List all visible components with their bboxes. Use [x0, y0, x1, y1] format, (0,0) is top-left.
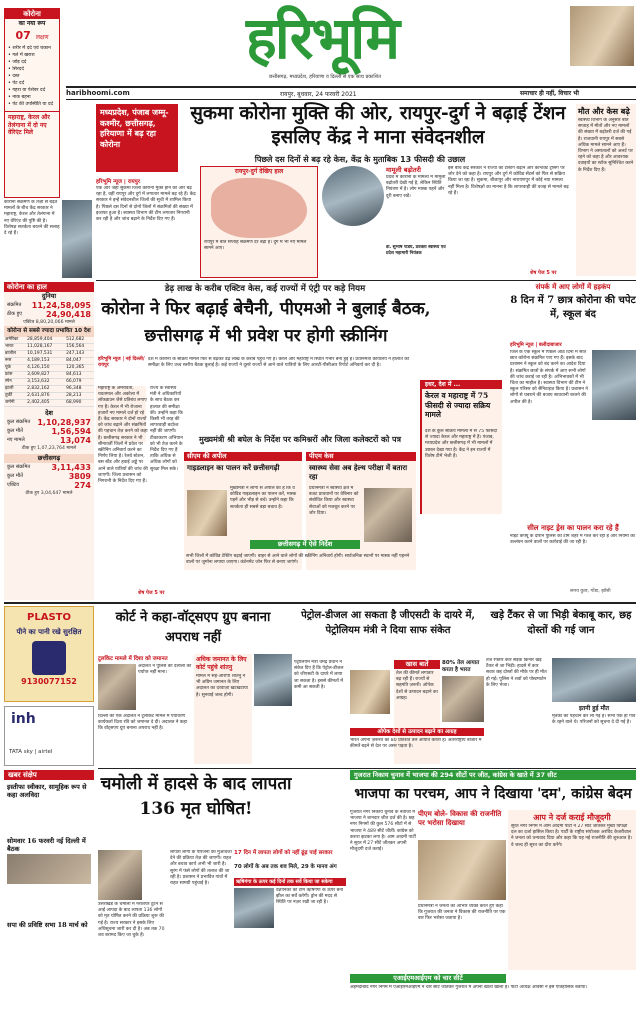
country-cell: 84,047 [65, 358, 94, 365]
second-body-3: राज्य के स्वास्थ्य मंत्री ने अधिकारियों के साथ बैठक कर हालात की समीक्षा की। उन्होंने कहा कि किसी भी तरह की लापरवाही बर्दाश्त नहीं की जाएगी। टीकाकरण अभियान को भी तेज़ करने के निर्देश दिए गए हैं ताकि अधिक से अधिक लोगों को सुरक्षा मिल सके। [150, 386, 183, 472]
lead-subhead: पिछले दस दिनों से बढ़ रहे केस, केंद्र के मुताबिक 13 फीसदी की उछाल [254, 155, 466, 164]
court-sidebar: अधिक जमानत के लिए कोर्ट पहुंचे शांतनु मामले में सह-आरोपी शांतनु ने भी अग्रिम जमानत के लिए अदालत का दरवाज़ा खटखटाया है। सुनवाई जल्द होगी। [194, 654, 252, 764]
stat-value: 3,11,433 [51, 463, 91, 472]
symptom-item: • सिरदर्द [8, 67, 24, 72]
quote-box: मामूली बढ़ोतरी प्रदेश में कोरोना के मामलों में मामूली बढ़ोतरी देखी गई है, लेकिन स्थिति नियंत्रण में है। लोग मास्क पहनें और दूरी बनाए रखें। डॉ. सुभाष पांडेय, प्रवक्ता स्वास्थ्य एवं प्रदेश महामारी नियंत्रक [386, 166, 446, 278]
plasto-tag: पीने का पानी रखे सुरक्षित [16, 628, 82, 636]
chamoli-strip: ऋषिगंगा के ऊपर कई दिनों तक सर्वे किया जा सकेगा [234, 878, 346, 886]
country-row [4, 386, 94, 393]
petrol-sub: 80% तेल आयात करता है भारत [442, 660, 480, 673]
symptom-item: • शरीर में दर्द एवं थकान [8, 46, 51, 51]
truck-photo [552, 658, 636, 702]
khabar-item-headline: इस्तीफा स्वीकार, सामूहिक रूप से कहा अलविदा [7, 783, 87, 799]
country-row [4, 351, 94, 358]
country-cell: तुर्की [4, 393, 26, 400]
truck-list: मृतकों की पहचान कर ली गई है। सभी एक ही गांव के रहने वाले थे। परिजनों को सूचना दे दी गई है। [552, 714, 636, 726]
cm-col1-headline: गाइडलाइन का पालन करें छत्तीसगढ़ी [187, 463, 280, 472]
country-cell: 28,213 [65, 393, 94, 400]
country-row [4, 372, 94, 379]
stat-value: 3809 [68, 472, 91, 481]
stat-value: 24,90,418 [45, 310, 91, 319]
country-cell: 3,153,632 [26, 379, 65, 386]
country-cell: 247,143 [65, 351, 94, 358]
second-body-2: महाराष्ट्र के अमरावती, यवतमाल और अकोला में लॉकडाउन जैसे प्रतिबंध लगाए गए हैं। केरल में भी रोजाना हजारों नए मामले दर्ज हो रहे हैं। केंद्र सरकार ने दोनों राज्यों को जांच बढ़ाने और संक्रमितों की पहचान तेज़ करने को कहा है। छत्तीसगढ़ सरकार ने भी सीमावर्ती जिलों में प्रवेश पर स्क्रीनिंग अनिवार्य करने का निर्णय लिया है। रेलवे स्टेशन, बस स्टैंड और हवाई अड्डे पर आने वाले यात्रियों की जांच की जाएगी। जिला प्रशासन को निगरानी के निर्देश दिए गए हैं। [98, 386, 148, 485]
second-headline: कोरोना ने फिर बढ़ाई बेचैनी, पीएमओ ने बुलाई बैठक, छत्तीसगढ़ में भी प्रवेश पर होगी स्क्रीनिंग [101, 299, 431, 346]
cm-col2: पीएम केस स्वास्थ्य सेवा अब हेल्थ परीक्षा में बतारा रहा प्रधानमंत्री ने स्वास्थ्य क्षेत्र में बजट प्रावधानों पर वेबिनार को संबोधित किया और स्वास्थ्य सेवाओं को मजबूत करने पर जोर दिया। [306, 452, 416, 570]
stat-value: 13,074 [60, 436, 91, 445]
country-table-title: कोरोना से सबसे ज्यादा प्रभावित 10 देश [4, 326, 94, 337]
country-cell: 68,990 [65, 400, 94, 407]
symptom-item: • पेट की उपस्थिति या दर्द [8, 102, 54, 107]
country-cell: रूस [4, 358, 26, 365]
gujarat-body-2: प्रधानमंत्री ने जनता का आभार व्यक्त करते हुए कहा कि गुजरात की जनता ने विकास की राजनीति पर एक बार फिर भरोसा जताया है। [418, 904, 506, 922]
court-sidebar-photo [254, 654, 292, 706]
country-cell: 10,197,531 [26, 351, 65, 358]
plasto-phone[interactable]: 9130077152 [21, 677, 77, 686]
chamoli-photo [98, 850, 142, 900]
gujarat-body-1: गुजरात नगर निकाय चुनाव के नतीजों में भाजपा ने शानदार जीत दर्ज की है। छह नगर निगमों की कुल 576 सीटों में से भाजपा ने 489 सीटें जीतीं। कांग्रेस को करारा झटका लगा है। आम आदमी पार्टी ने सूरत में 27 सीटें जीतकर अपनी मौजूदगी दर्ज कराई। [350, 810, 416, 853]
corona-count: 07 [15, 29, 31, 42]
quote-title: मामूली बढ़ोतरी [386, 166, 421, 174]
chamoli-headline: चमोली में हादसे के बाद लापता 136 मृत घोषित! [100, 774, 292, 819]
stat-row [4, 301, 94, 310]
chamoli-body-3: वैज्ञानिकों की टीम ऋषिगंगा के ऊपर बनी झील का सर्वे करेगी। ड्रोन की मदद से स्थिति पर नज़र रखी जा रही है। [276, 888, 343, 906]
country-cell: 4,126,150 [26, 365, 65, 372]
second-byline: हरिभूमि न्यूज | नई दिल्ली/रायपुर [98, 357, 145, 368]
right-bottom-body: नाइट कर्फ्यू के दौरान पुलिस की टीमें शहर में गश्त कर रही हैं और नियमों का उल्लंघन करने वालों पर कार्रवाई की जा रही है। [510, 534, 635, 546]
stat-label: कुल संक्रमित [7, 464, 31, 470]
country-active: ठीक हुए 1,07,23,764 मामले [21, 446, 77, 451]
country-title: देश [45, 409, 53, 417]
inh-ad[interactable] [4, 706, 94, 766]
petrol-headline: पेट्रोल-डीजल आ सकता है जीएसटी के दायरे में, पेट्रोलियम मंत्री ने दिया साफ संकेत [301, 610, 475, 636]
lead2-photo [592, 350, 636, 420]
stat-label: संक्रमित [7, 302, 22, 308]
stat-value: 11,24,58,095 [31, 301, 91, 310]
lead2-body: जिले के एक स्कूल में पिछले आठ दिनों में सात छात्र कोरोना संक्रमित पाए गए हैं। इसके बाद प्रशासन ने स्कूल को बंद करने का आदेश दिया है। संक्रमित छात्रों के संपर्क में आए सभी लोगों की जांच कराई जा रही है। अभिभावकों में भी चिंता का माहौल है। स्वास्थ्य विभाग की टीम ने स्कूल परिसर को सैनिटाइज़ किया है। प्रशासन ने लोगों से घबराने की बजाय सावधानी बरतने की अपील की है। [510, 350, 588, 405]
masthead-rule [66, 86, 636, 88]
khabar-item-body [4, 800, 94, 834]
kerala-box: इधर, देश में ... केरल व महाराष्ट्र में 75 फीसदी से ज्यादा सक्रिय मामले देश के कुल सक्रिय मामलों में से 75 फीसदी से ज्यादा केरल और महाराष्ट्र में हैं। पंजाब, मध्यप्रदेश और छत्तीसगढ़ में भी मामलों में उछाल देखा गया है। केंद्र ने इन राज्यों में विशेष टीमें भेजी हैं। [420, 380, 502, 514]
world-active: एक्टिव 8,80,20,066 मामले [23, 320, 75, 325]
symptom-item: • जोड़ दर्द [8, 60, 27, 65]
country-row [4, 358, 94, 365]
petrol-kicker: खास बातें [394, 660, 440, 669]
country-cell: 156,564 [65, 344, 94, 351]
stat-label: एक्टिव [7, 482, 20, 488]
petrol-photo [442, 676, 484, 722]
chamoli-photo-2 [234, 888, 274, 928]
country-cell: फ्रांस [4, 372, 26, 379]
truck-photo-caption: इतनी हुई मौत [578, 705, 610, 712]
country-cell: 2,402,405 [26, 400, 65, 407]
stat-row [4, 427, 94, 436]
court-headline: कोर्ट ने कहा-वॉट्सएप ग्रुप बनाना अपराध नहीं [115, 610, 271, 645]
second-story-rule [96, 280, 636, 281]
country-row [4, 337, 94, 344]
gujarat-aap-title: आप ने दर्ज कराई मौजूदगी [533, 812, 611, 822]
corona-box-subtitle: का नया रूप [18, 20, 46, 27]
corona-status [4, 282, 94, 600]
court-body: दिल्ली की एक अदालत ने टूलकिट मामले में पर्यावरण कार्यकर्ता दिशा रवि को जमानत दे दी। अदालत ने कहा कि वॉट्सएप ग्रुप बनाना अपराध नहीं है। [98, 714, 188, 732]
symptom-item: • गहरा या पेशेवर दर्द [8, 88, 46, 93]
left-teaser-headline: महाराष्ट्र, केरल और तेलंगाना में दो नए वेरिएंट मिले [5, 111, 59, 145]
country-cell: ब्राजील [4, 351, 26, 358]
stat-row [4, 472, 94, 481]
khabar-title: खबर संक्षेप [4, 770, 94, 780]
truck-body: तेज रफ्तार कार सड़क किनारे खड़े टैंकर से जा भिड़ी। हादसे में कार सवार छह दोस्तों की मौके पर ही मौत हो गई। पुलिस ने शवों को पोस्टमार्टम के लिए भेजा। [486, 658, 547, 688]
lead2-kicker: संपर्क में आए लोगों में हड़कंप [535, 283, 611, 291]
cg-instructions-strip: छत्तीसगढ़ में ऐसे निर्देश [250, 540, 360, 549]
khabar-item-headline: सपा की प्रविष्टि सभा 18 मार्च को [7, 921, 88, 929]
symptom-item: • दस्त [8, 74, 20, 79]
truck-headline: खड़े टैंकर से जा भिड़ी बेकाबू कार, छह दोस्तों की गई जान [490, 610, 632, 636]
inh-logo: inh [11, 711, 36, 727]
cm-col1: सीएम की अपील गाइडलाइन का पालन करें छत्तीसगढ़ी मुख्यमंत्री ने लोगों से अपील की है कि वे कोविड गाइडलाइन का पालन करें, मास्क पहनें और भीड़ से बचें। उन्होंने कहा कि सतर्कता ही सबसे बड़ा बचाव है। [184, 452, 302, 570]
symptom-item: • गले में खराश [8, 53, 35, 58]
cm-box-headline: मुख्यमंत्री श्री बघेल के निर्देश पर कमिश्नरों और जिला कलेक्टरों को पत्र [198, 434, 402, 444]
masthead-logo: हरिभूमि [245, 4, 399, 72]
country-row [4, 344, 94, 351]
petrol-body-2: भारत अपनी ज़रूरत का 80 प्रतिशत तेल आयात करता है। अंतरराष्ट्रीय बाजार में कीमतें बढ़ने से देश पर असर पड़ता है। [350, 738, 482, 750]
country-cell: 3,609,827 [26, 372, 65, 379]
country-cell: भारत [4, 344, 26, 351]
country-rows [4, 418, 94, 445]
second-kicker: डेढ़ लाख के करीब एक्टिव केस, कई राज्यों में एंट्री पर कड़े नियम [164, 284, 366, 294]
chamoli-body-1: उत्तराखंड के चमोली में ग्लेशियर टूटने से आई आपदा के बाद लापता 136 लोगों को मृत घोषित करने की प्रक्रिया शुरू की गई है। राज्य सरकार ने इसके लिए अधिसूचना जारी कर दी है। अब तक 70 शव बरामद किए जा चुके हैं। [98, 902, 165, 939]
court-kicker: टूलकिट मामले में दिशा को जमानत [98, 656, 168, 662]
khabar-item-body [4, 930, 94, 964]
country-cell: 96,348 [65, 386, 94, 393]
symptom-item: • पेट दर्द [8, 81, 25, 86]
court-photo [98, 664, 136, 710]
khabar-item-headline: सोमवार 16 फरवरी नई दिल्ली में बैठक [7, 837, 86, 853]
court-sidebar-title: अधिक जमानत के लिए कोर्ट पहुंचे शांतनु [196, 656, 247, 671]
cg-map-label: रायपुर-दुर्ग देखिए हाल [234, 168, 284, 175]
country-cell: 4,189,153 [26, 358, 65, 365]
right-column-headline: मौत और केस बढ़े [578, 106, 630, 116]
lead-byline: हरिभूमि न्यूज | रायपुर [96, 179, 141, 185]
country-cell: 11,028,167 [26, 344, 65, 351]
right-bottom-byline: समय कुछ, गोंडा, झाँसी [570, 589, 611, 594]
chamoli-sidebar1: 17 दिन में लापता लोगों को नहीं ढूंढ़ पाई सरकार [234, 850, 333, 856]
gujarat-aimim-strip: एआईएमआईएम को चार सीटें [350, 974, 506, 983]
petrol-points: तेल की कीमतें लगातार बढ़ रही हैं। राज्यों से सहमति ज़रूरी। ओपेक देशों से उत्पादन बढ़ाने का आग्रह। [394, 670, 440, 764]
second-continued[interactable]: शेष पेज 5 पर [138, 590, 165, 596]
cg-title: छत्तीसगढ़ [4, 454, 94, 463]
gujarat-headline: भाजपा का परचम, आप ने दिखाया 'दम', कांग्रेस बेदम [354, 786, 632, 802]
cm-col1-title: सीएम की अपील [184, 452, 302, 461]
slogan: समाचार ही नहीं, विचार भी [520, 90, 579, 97]
country-cell: 28,859,404 [26, 337, 65, 344]
cg-map-box: रायपुर-दुर्ग देखिए हाल रायपुर में बीते सप्ताह संक्रमण दर बढ़ी है। दुर्ग में भी नए मामले सामने आए। [200, 166, 318, 278]
world-rows [4, 301, 94, 319]
court-body-2: अदालत ने पुलिस की दलीलों को पर्याप्त नहीं माना। [138, 664, 192, 676]
khabar-sankshep [4, 770, 94, 1010]
corona-box [4, 8, 60, 198]
minister-photo [350, 670, 390, 714]
quote-author: डॉ. सुभाष पांडेय, प्रवक्ता स्वास्थ्य एवं प्रदेश महामारी नियंत्रक [386, 245, 446, 256]
symptom-item: • नाक बहना [8, 95, 31, 100]
gujarat-photo [418, 840, 506, 900]
stat-row [4, 436, 94, 445]
stat-label: ठीक हुए [7, 311, 23, 317]
right-teaser-image [570, 6, 634, 66]
lead-continued[interactable]: शेष पेज 5 पर [530, 270, 557, 276]
stat-label: कुल मौतें [7, 473, 23, 479]
corona-status-title: कोरोना का हाल [4, 282, 94, 292]
stat-row [4, 463, 94, 472]
country-cell: जर्मनी [4, 400, 26, 407]
lead-body-1: एक ओर जहां सुकमा जिला कोरोना मुक्त होने की ओर बढ़ रहा है, वहीं रायपुर और दुर्ग में लगातार मामले बढ़ रहे हैं। केंद्र सरकार ने इन्हें संवेदनशील जिलों की सूची में शामिल किया है। पिछले दस दिनों से दोनों जिलों में संक्रमितों की संख्या में इजाफा हुआ है। स्वास्थ्य विभाग की टीम लगातार निगरानी कर रही है और जांच बढ़ाने के निर्देश दिए गए हैं। [96, 186, 196, 223]
corona-symptom-list [5, 44, 59, 109]
world-title: दुनिया [41, 292, 57, 300]
country-cell: 2,631,876 [26, 393, 65, 400]
stat-value: 274 [74, 481, 91, 490]
virus-illustration [322, 166, 384, 226]
kerala-headline: केरल व महाराष्ट्र में 75 फीसदी से ज्यादा सक्रिय मामले [425, 391, 491, 419]
second-body-1: देश में कोरोना के सक्रिय मामले फिर से बढ़कर डेढ़ लाख के करीब पहुंच गए हैं। केरल और महाराष्ट्र में स्थिति गंभीर बनी हुई है। प्रधानमंत्री कार्यालय ने हालात की समीक्षा के लिए उच्च स्तरीय बैठक बुलाई है। कई राज्यों ने दूसरे राज्यों से आने वाले यात्रियों के लिए आरटी-पीसीआर रिपोर्ट अनिवार्य कर दी है। [148, 357, 410, 369]
corona-box-title: कोरोना [5, 9, 59, 19]
corona-count-label: लक्षण [35, 34, 49, 41]
gujarat-aap-box: आप ने दर्ज कराई मौजूदगी सूरत नगर निगम में आम आदमी पार्टी ने 27 सीटें जीतकर मुख्य विपक्षी दल का दर्जा हासिल किया है। पार्टी के राष्ट्रीय संयोजक अरविंद केजरीवाल ने जनता को धन्यवाद दिया और कहा कि यह नई राजनीति की शुरुआत है। वे जल्द ही सूरत का दौरा करेंगे। [508, 810, 636, 970]
stat-label: नए मामले [7, 437, 25, 443]
plasto-tank [32, 641, 66, 675]
country-row [4, 400, 94, 407]
petrol-caption: ओपेक देशों से उत्पादन बढ़ाने का आग्रह [350, 728, 484, 736]
country-cell: 84,613 [65, 372, 94, 379]
country-cell: स्पेन [4, 379, 26, 386]
left-teaser-text: कोरोना संक्रमण के तेज़ी से बढ़ते मामलों के बीच केंद्र सरकार ने महाराष्ट्र, केरल और तेलंगाना में नए वेरिएंट की पुष्टि की है। विशेषज्ञ सतर्कता बरतने की सलाह दे रहे हैं। [4, 200, 60, 237]
right-bottom-headline: सील नाइट ड्रेस का पालन करा रहे हैं [527, 524, 619, 532]
kerala-kicker: इधर, देश में ... [422, 380, 502, 389]
right-column-box: मौत और केस बढ़े स्वास्थ्य विभाग के अनुसार बीते सप्ताह में मौतों और नए मामलों की संख्या में बढ़ोतरी दर्ज की गई है। राजधानी रायपुर में सबसे अधिक मामले सामने आए हैं। विभाग ने अस्पतालों को अलर्ट पर रहने को कहा है और आवश्यक दवाइयों का स्टॉक सुनिश्चित करने के निर्देश दिए हैं। [576, 104, 636, 276]
chamoli-sidebar2: 70 लोगों के अब तक शव मिले, 29 के मानव अंग [234, 864, 337, 870]
country-cell: यूके [4, 365, 26, 372]
inh-sponsors: TATA sky | airtel [9, 749, 53, 755]
country-row [4, 365, 94, 372]
stat-row [4, 481, 94, 490]
khabar-item-body [4, 884, 94, 918]
plasto-brand: PLASTO [27, 612, 71, 623]
cg-rows [4, 463, 94, 490]
cg-instructions: सभी जिलों में कोविड टेस्टिंग बढ़ाई जाएगी। बाहर से आने वाले लोगों की स्क्रीनिंग अनिवार्य होगी। सार्वजनिक स्थानों पर मास्क नहीं पहनने वालों पर जुर्माना लगाया जाएगा। कंटेनमेंट जोन फिर से बनाए जाएंगे। [186, 554, 410, 566]
country-cell: 512,682 [65, 337, 94, 344]
fold-rule [4, 602, 636, 604]
country-cell: 120,365 [65, 365, 94, 372]
stat-row [4, 310, 94, 319]
dateline: रायपुर, बुधवार, 24 फरवरी 2021 [280, 91, 357, 98]
stat-value: 1,56,594 [51, 427, 91, 436]
plasto-ad[interactable] [4, 606, 94, 702]
country-table [4, 337, 94, 407]
country-cell: 2,832,162 [26, 386, 65, 393]
country-row [4, 393, 94, 400]
gujarat-aimim-body: अहमदाबाद नगर निगम में एआईएमआईएम ने चार सीटें जीतकर गुजरात में अपना खाता खोला है। पार्टी अध्यक्ष ओवैसी ने इसे ऐतिहासिक बताया। [350, 985, 588, 990]
petrol-body: पेट्रोलियम मंत्री धर्मेंद्र प्रधान ने संकेत दिए हैं कि पेट्रोल-डीजल को जीएसटी के दायरे में लाया जा सकता है। इससे कीमतों में कमी आ सकती है। [294, 660, 344, 690]
chamoli-body-2: लापता लोगों के परिजनों को मुआवजा देने की प्रक्रिया तेज़ की जाएगी। राहत और बचाव कार्य अभी भी जारी है। सुरंग में फंसे लोगों की तलाश की जा रही है। प्रशासन ने प्रभावित गांवों में राहत सामग्री पहुंचाई है। [170, 850, 232, 887]
masthead-tagline: छत्तीसगढ़, मध्यप्रदेश, हरियाणा व दिल्ली से एक साथ प्रकाशित [269, 74, 381, 80]
khabar-items [4, 780, 94, 964]
dateline-rule [66, 99, 636, 100]
website[interactable]: haribhoomi.com [66, 89, 130, 97]
cm-photo [187, 490, 227, 536]
lead-headline: सुकमा कोरोना मुक्ति की ओर, रायपुर-दुर्ग ने बढ़ाई टेंशन इसलिए केंद्र ने माना संवेदनशील [190, 103, 566, 148]
country-cell: अमेरिका [4, 337, 26, 344]
cm-col2-title: पीएम केस [306, 452, 416, 461]
gujarat-kicker: गुजरात निकाय चुनाव में भाजपा की 294 सीटों पर जीत, कांग्रेस के खाते में 37 सीट [350, 770, 636, 780]
pm-photo [364, 488, 412, 542]
country-cell: 66,079 [65, 379, 94, 386]
lead2-headline: 8 दिन में 7 छात्र कोरोना की चपेट में, स्कूल बंद [510, 295, 636, 320]
khabar-item-photo [7, 854, 91, 884]
gujarat-sub: पीएम बोले- विकास की राजनीति पर भरोसा दिखाया [418, 810, 502, 827]
country-cell: इटली [4, 386, 26, 393]
country-row [4, 379, 94, 386]
cg-active: ठीक हुए 3,04,647 मामले [25, 491, 73, 496]
stat-label: कुल मौतें [7, 428, 23, 434]
stat-row [4, 418, 94, 427]
stat-value: 1,10,28,937 [37, 418, 91, 427]
stat-label: कुल संक्रमित [7, 419, 31, 425]
lead-kicker: मध्यप्रदेश, पंजाब जम्मू-कश्मीर, छत्तीसगढ़, हरियाणा में बढ़ रहा कोरोना [96, 104, 178, 172]
cm-col2-headline: स्वास्थ्य सेवा अब हेल्थ परीक्षा में बतारा रहा [309, 463, 408, 481]
cg-map [211, 178, 307, 238]
virus-image [62, 200, 92, 278]
lead-body-2: इस बीच केंद्र सरकार ने राज्यों को टेस्टिंग बढ़ाने और कॉन्टैक्ट ट्रेसिंग पर जोर देने को कहा है। रायपुर और दुर्ग में कोविड सेंटर्स को फिर से सक्रिय किया जा रहा है। सुकमा, बीजापुर और नारायणपुर में कोई नया मामला नहीं मिला है। विशेषज्ञों का मानना है कि लापरवाही की वजह से मामले बढ़ रहे हैं। [448, 166, 569, 196]
lower-rule [98, 768, 636, 769]
lead2-byline: हरिभूमि न्यूज | बलौदाबाजार [510, 342, 562, 348]
